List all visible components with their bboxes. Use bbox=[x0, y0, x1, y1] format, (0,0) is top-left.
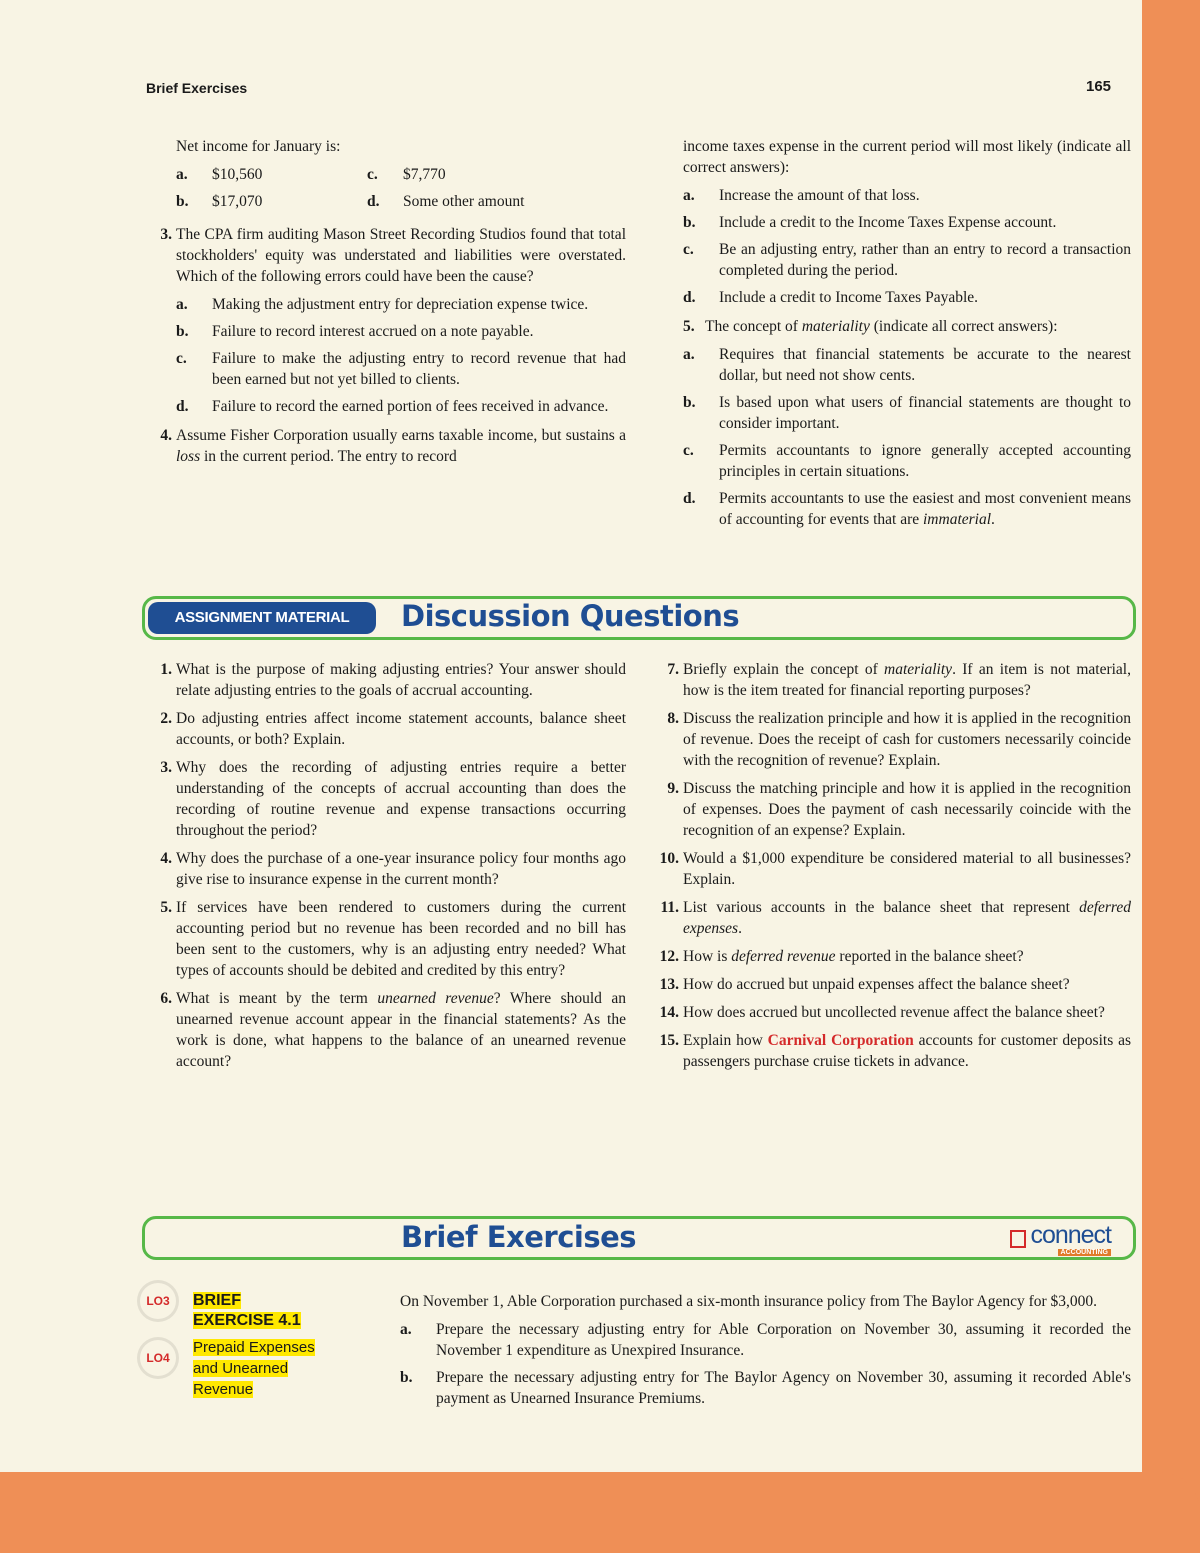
q3-option: b. Failure to record interest accrued on a note payable. bbox=[176, 323, 534, 340]
exercise-body bbox=[400, 1291, 1131, 1415]
quiz-question-3: 3. The CPA firm auditing Mason Street Recording Studios found that total stockholders' equity was understated and liabilities were overstated. Which of the following errors could have been the cause? bbox=[160, 226, 626, 285]
q3-option: a. Making the adjustment entry for depreciation expense twice. bbox=[176, 296, 589, 313]
discussion-question: 13. How do accrued but unpaid expenses affect the balance sheet? bbox=[659, 976, 1070, 993]
connect-logo: connect ACCOUNTING bbox=[1010, 1221, 1111, 1250]
discussion-question: 8. Discuss the realization principle and how it is applied in the recognition of revenue. Does the receipt of cash for customers necessarily coincide with the recognition of revenue? Explain. bbox=[667, 710, 1131, 769]
quiz-left-column bbox=[160, 136, 626, 474]
q4-option: a. Increase the amount of that loss. bbox=[683, 187, 920, 204]
discussion-question: 12. How is deferred revenue reported in the balance sheet? bbox=[659, 948, 1024, 965]
discussion-question: 11. List various accounts in the balance sheet that represent deferred expenses. bbox=[660, 899, 1131, 937]
discussion-right-column bbox=[659, 659, 1132, 1079]
orange-side-band bbox=[1142, 0, 1200, 1553]
discussion-question: 15. Explain how Carnival Corporation accounts for customer deposits as passengers purchase cruise tickets in advance. bbox=[659, 1032, 1132, 1070]
q3-options bbox=[176, 294, 626, 417]
q5-option: c. Permits accountants to ignore generally accepted accounting principles in certain situations. bbox=[683, 442, 1131, 480]
q5-options bbox=[683, 344, 1131, 530]
page-number: 165 bbox=[1086, 78, 1112, 95]
q5-option: d. Permits accountants to use the easiest and most convenient means of accounting for events that are immaterial. bbox=[683, 490, 1131, 528]
exercise-part: b. Prepare the necessary adjusting entry for The Baylor Agency on November 30, assuming it recorded Able's payment as Unearned Insurance Premiums. bbox=[400, 1369, 1131, 1407]
q2-tail: Net income for January is: bbox=[176, 138, 341, 155]
discussion-question: 6. What is meant by the term unearned revenue? Where should an unearned revenue account appear in the financial statements? As the work is done, what happens to the balance of an unearned revenue account? bbox=[160, 990, 626, 1070]
q5-option: a. Requires that financial statements be accurate to the nearest dollar, but need not show cents. bbox=[683, 346, 1131, 384]
discussion-question: 2. Do adjusting entries affect income statement accounts, balance sheet accounts, or both? Explain. bbox=[160, 710, 626, 748]
exercise-intro: On November 1, Able Corporation purchased a six-month insurance policy from The Baylor Agency for $3,000. bbox=[400, 1293, 1098, 1310]
q2-option: a. $10,560 bbox=[176, 166, 263, 183]
discussion-question: 10. Would a $1,000 expenditure be considered material to all businesses? Explain. bbox=[659, 850, 1131, 888]
q2-options-row-1 bbox=[176, 164, 626, 185]
discussion-left-column bbox=[160, 659, 626, 1079]
quiz-right-column bbox=[683, 136, 1131, 538]
running-header: Brief Exercises bbox=[146, 80, 248, 96]
exercise-title: BRIEF EXERCISE 4.1 bbox=[193, 1292, 301, 1329]
q4-option: b. Include a credit to the Income Taxes Expense account. bbox=[683, 214, 1057, 231]
q3-option: d. Failure to record the earned portion of fees received in advance. bbox=[176, 398, 609, 415]
q4-option: d. Include a credit to Income Taxes Payable. bbox=[683, 289, 979, 306]
brief-exercises-banner bbox=[142, 1216, 1136, 1260]
q4-continuation: income taxes expense in the current period will most likely (indicate all correct answers): bbox=[683, 138, 1131, 176]
q2-option: b. $17,070 bbox=[176, 193, 263, 210]
discussion-question: 4. Why does the purchase of a one-year insurance policy four months ago give rise to insurance expense in the current month? bbox=[160, 850, 626, 888]
learning-objective-badge: LO3 bbox=[137, 1280, 179, 1322]
connect-icon bbox=[1010, 1230, 1026, 1248]
discussion-question: 3. Why does the recording of adjusting entries require a better understanding of the concepts of accrual accounting than does the recording of routine revenue and expense transactions occurring throughout the period? bbox=[160, 759, 626, 839]
q2-options-row-2 bbox=[176, 191, 626, 212]
exercise-part: a. Prepare the necessary adjusting entry for Able Corporation on November 30, assuming it recorded the November 1 expenditure as Unexpired Insurance. bbox=[400, 1321, 1131, 1359]
carnival-corporation-link: Carnival Corporation bbox=[767, 1032, 914, 1049]
q2-option: d. Some other amount bbox=[367, 193, 525, 210]
learning-objective-badge: LO4 bbox=[137, 1337, 179, 1379]
quiz-question-4: 4. Assume Fisher Corporation usually earns taxable income, but sustains a loss in the current period. The entry to record bbox=[160, 427, 626, 465]
exercise-subtitle: Prepaid Expenses and Unearned Revenue bbox=[193, 1339, 315, 1398]
brief-exercises-title: Brief Exercises bbox=[401, 1220, 637, 1254]
q4-option: c. Be an adjusting entry, rather than an entry to record a transaction completed during the period. bbox=[683, 241, 1131, 279]
q2-option: c. $7,770 bbox=[367, 166, 446, 183]
discussion-question: 14. How does accrued but uncollected revenue affect the balance sheet? bbox=[659, 1004, 1105, 1021]
q5-option: b. Is based upon what users of financial statements are thought to consider important. bbox=[683, 394, 1131, 432]
discussion-title: Discussion Questions bbox=[401, 599, 740, 633]
assignment-material-tag: ASSIGNMENT MATERIAL bbox=[148, 602, 376, 634]
q4-options bbox=[683, 185, 1131, 308]
discussion-banner bbox=[142, 596, 1136, 640]
discussion-question: 1. What is the purpose of making adjusting entries? Your answer should relate adjusting entries to the goals of accrual accounting. bbox=[160, 661, 626, 699]
quiz-question-5: 5. The concept of materiality (indicate all correct answers): bbox=[683, 318, 1058, 335]
discussion-question: 5. If services have been rendered to customers during the current accounting period but no revenue has been recorded and no bill has been sent to the customers, why is an adjusting entry needed? What types of accounts should be debited and credited by this entry? bbox=[160, 899, 626, 979]
discussion-question: 7. Briefly explain the concept of materiality. If an item is not material, how is the item treated for financial reporting purposes? bbox=[667, 661, 1131, 699]
orange-bottom-band bbox=[0, 1472, 1200, 1553]
q3-option: c. Failure to make the adjusting entry to record revenue that had been earned but not yet billed to clients. bbox=[176, 350, 626, 388]
discussion-question: 9. Discuss the matching principle and how it is applied in the recognition of expenses. Does the payment of cash necessarily coincide with the recognition of an expense? Explain. bbox=[667, 780, 1131, 839]
